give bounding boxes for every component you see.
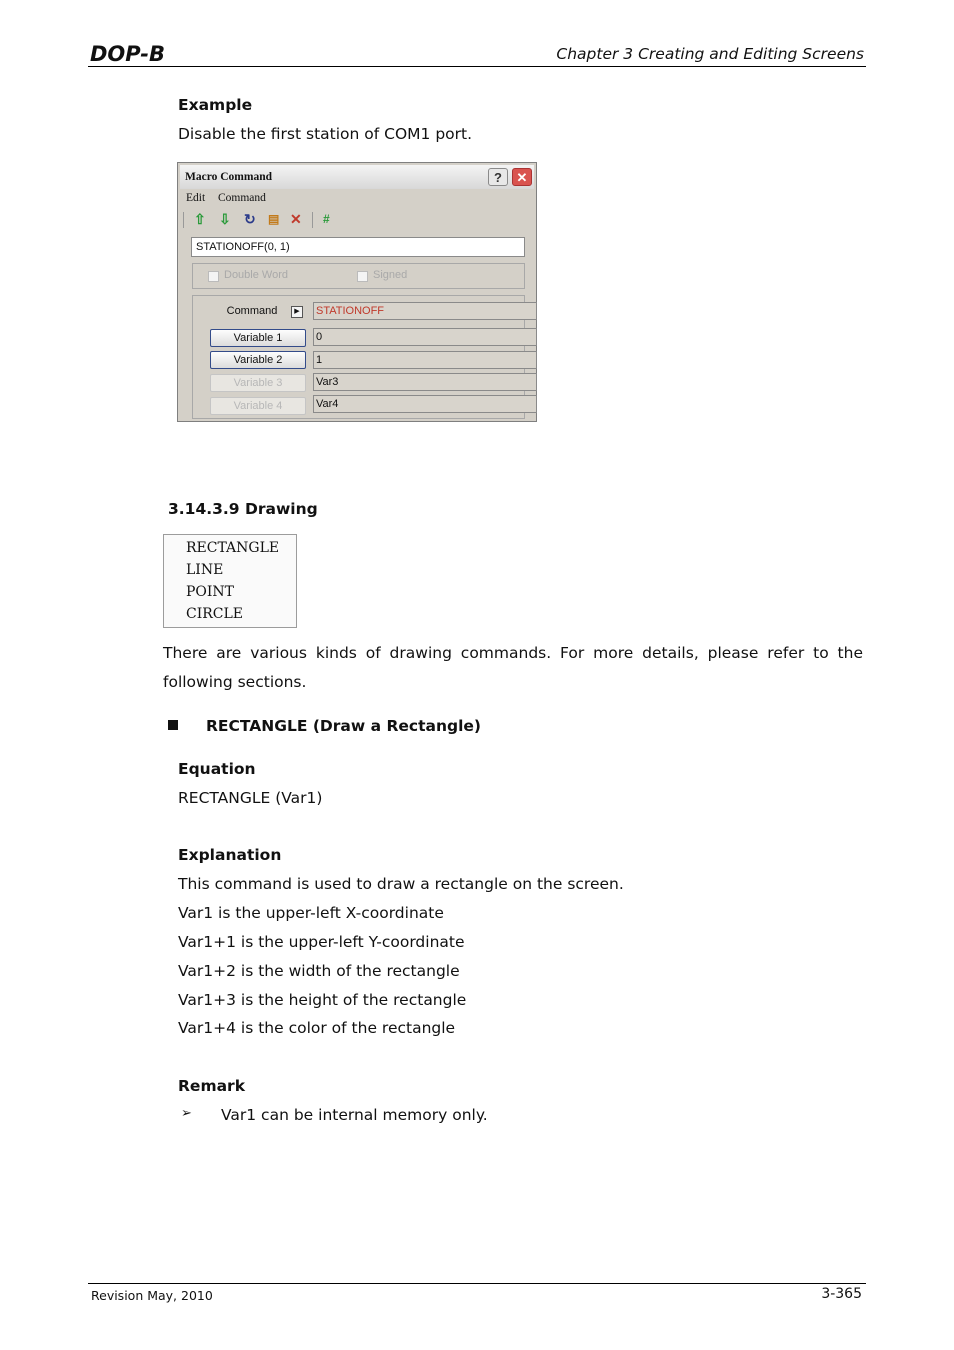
note-icon[interactable]: ▤ [268,212,280,226]
command-button[interactable] [210,303,306,321]
drawing-intro-line-2: following sections. [163,673,307,691]
variable-2-field[interactable]: 1 [313,351,537,369]
page-number: 3-365 [821,1286,862,1302]
dialog-title: Macro Command [185,171,272,183]
explanation-line: Var1+4 is the color of the rectangle [178,1019,456,1037]
list-item[interactable]: CIRCLE [186,606,244,622]
variable-2-button[interactable]: Variable 2 [210,351,306,369]
variable-1-field[interactable]: 0 [313,328,537,346]
variable-4-button[interactable]: Variable 4 [210,397,306,415]
equation-text: RECTANGLE (Var1) [178,789,323,807]
options-group [192,263,525,289]
list-item[interactable]: RECTANGLE [186,540,280,556]
macro-command-dialog [177,162,537,422]
variable-3-button[interactable]: Variable 3 [210,374,306,392]
example-heading: Example [178,96,253,114]
delete-icon[interactable]: ✕ [290,211,302,227]
remark-heading: Remark [178,1077,246,1095]
list-item[interactable]: LINE [186,562,224,578]
arrow-bullet-icon: ➢ [181,1106,192,1121]
bullet-square-icon [168,720,178,730]
menu-edit[interactable]: Edit [186,192,206,204]
example-text: Disable the first station of COM1 port. [178,125,473,143]
help-button[interactable]: ? [488,168,508,186]
drawing-intro-line-1: There are various kinds of drawing commands. For more details, please refer to the [163,644,863,662]
chapter-title: Chapter 3 Creating and Editing Screens [556,45,864,63]
fields-group [192,295,525,419]
signed-label: Signed [373,269,408,281]
refresh-icon[interactable]: ↻ [244,211,256,227]
command-label: Command [226,305,278,317]
toolbar-separator [312,212,313,228]
variable-4-field[interactable]: Var4 [313,395,537,413]
double-word-checkbox[interactable] [208,271,219,282]
explanation-line: This command is used to draw a rectangle on the screen. [178,875,624,893]
variable-1-button[interactable]: Variable 1 [210,329,306,347]
explanation-line: Var1+2 is the width of the rectangle [178,962,460,980]
arrow-down-icon[interactable]: ⇩ [219,211,231,227]
toolbar [182,210,362,230]
play-arrow-icon: ▶ [291,306,303,318]
close-button[interactable]: ✕ [512,168,532,186]
variable-3-field[interactable]: Var3 [313,373,537,391]
equation-heading: Equation [178,760,256,778]
menu-bar [180,191,534,207]
toolbar-separator [183,212,184,228]
footer-divider [88,1283,866,1284]
signed-checkbox[interactable] [357,271,368,282]
explanation-line: Var1+3 is the height of the rectangle [178,991,467,1009]
dialog-titlebar[interactable] [180,165,534,189]
drawing-heading: 3.14.3.9 Drawing [168,500,318,518]
explanation-line: Var1+1 is the upper-left Y-coordinate [178,933,465,951]
remark-text: Var1 can be internal memory only. [221,1106,488,1124]
command-value-field[interactable]: STATIONOFF [313,302,537,320]
double-word-label: Double Word [224,269,288,281]
menu-command[interactable]: Command [218,192,266,204]
header-divider [88,66,866,67]
explanation-heading: Explanation [178,846,282,864]
hash-icon[interactable]: # [323,212,330,226]
explanation-line: Var1 is the upper-left X-coordinate [178,904,444,922]
rectangle-heading: RECTANGLE (Draw a Rectangle) [206,717,481,735]
list-item[interactable]: POINT [186,584,235,600]
revision-text: Revision May, 2010 [91,1288,213,1303]
drawing-command-list [163,534,297,628]
formula-field[interactable]: STATIONOFF(0, 1) [191,237,525,257]
arrow-up-icon[interactable]: ⇧ [194,211,206,227]
product-logo: DOP-B [90,42,166,66]
